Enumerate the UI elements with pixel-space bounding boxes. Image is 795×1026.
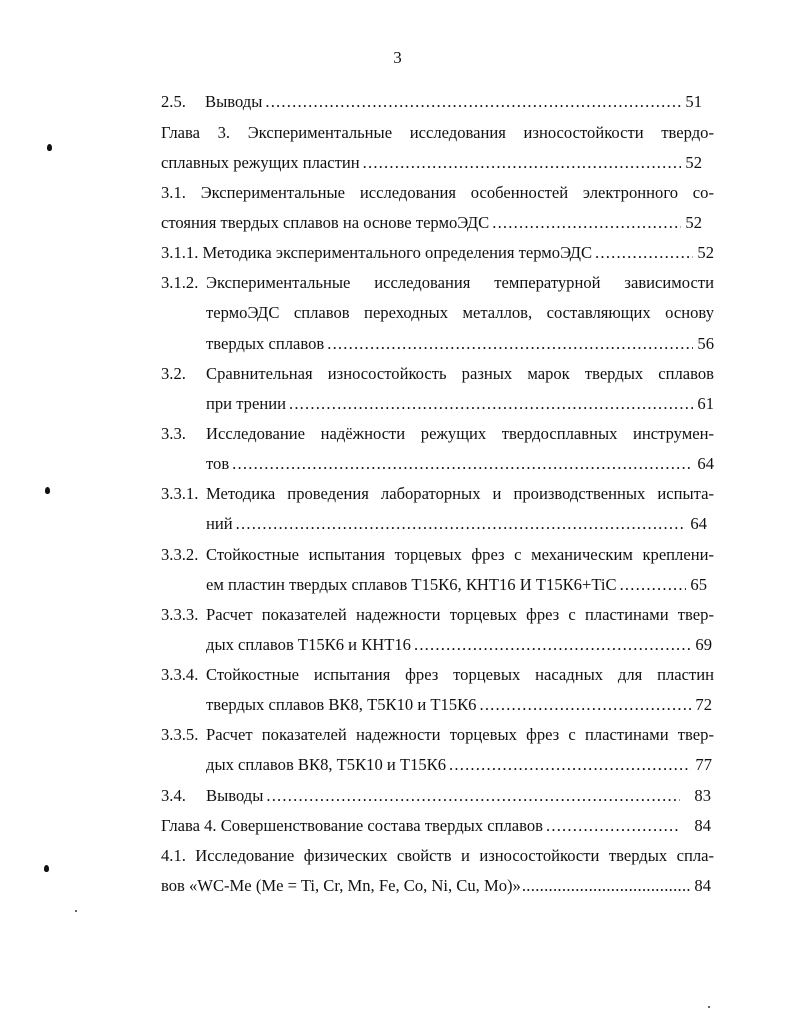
toc-title: 3.1.1. Методика экспериментального определения термоЭДС bbox=[161, 243, 593, 262]
toc-entry bbox=[206, 514, 707, 534]
dot-leader bbox=[522, 876, 692, 896]
toc-entry bbox=[206, 454, 714, 474]
dot-leader bbox=[479, 695, 691, 715]
toc-title-line: Глава 3. Экспериментальные исследования износостойкости твердо- bbox=[161, 123, 714, 142]
toc-title: Глава 4. Совершенствование состава твердых сплавов bbox=[161, 816, 543, 835]
dot-leader bbox=[492, 213, 681, 233]
toc-entry bbox=[206, 394, 714, 414]
toc-number: 3.3.5. bbox=[161, 725, 199, 744]
toc-title: Выводы bbox=[206, 786, 264, 805]
toc-page-number: 77 bbox=[695, 755, 712, 774]
dot-leader bbox=[449, 755, 691, 775]
scan-mark bbox=[45, 487, 50, 494]
page-number: 3 bbox=[393, 48, 402, 67]
dot-leader bbox=[363, 153, 682, 173]
toc-page-number: 72 bbox=[695, 695, 712, 714]
toc-entry bbox=[161, 92, 702, 112]
toc-title-line: Методика проведения лабораторных и производственных испыта- bbox=[206, 484, 714, 503]
toc-title-line: при трении bbox=[206, 394, 286, 413]
toc-page-number: 65 bbox=[690, 575, 707, 594]
toc-page-number: 51 bbox=[685, 92, 702, 111]
toc-entry bbox=[206, 755, 712, 775]
toc-entry bbox=[206, 635, 712, 655]
toc-title-line: Сравнительная износостойкость разных марок твердых сплавов bbox=[206, 364, 714, 383]
toc-page-number: 56 bbox=[697, 334, 714, 353]
toc-title-line: твердых сплавов bbox=[206, 334, 325, 353]
toc-number: 3.4. bbox=[161, 786, 186, 805]
toc-page-number: 52 bbox=[685, 213, 702, 232]
scan-mark bbox=[44, 865, 49, 872]
toc-number: 3.1.2. bbox=[161, 273, 199, 292]
toc-number: 3.2. bbox=[161, 364, 186, 383]
dot-leader bbox=[289, 394, 693, 414]
toc-entry bbox=[161, 243, 714, 263]
toc-page-number: 64 bbox=[690, 514, 707, 533]
toc-entry bbox=[161, 876, 711, 896]
toc-title: Выводы bbox=[205, 92, 263, 111]
toc-number: 3.3.3. bbox=[161, 605, 199, 624]
toc-title-line: ем пластин твердых сплавов Т15К6, КНТ16 И Т15К6+TiC bbox=[206, 575, 617, 594]
toc-title-line: дых сплавов ВК8, Т5К10 и Т15К6 bbox=[206, 755, 447, 774]
toc-entry bbox=[161, 213, 702, 233]
toc-title-line: дых сплавов Т15К6 и КНТ16 bbox=[206, 635, 411, 654]
toc-entry bbox=[206, 334, 714, 354]
scan-speck bbox=[75, 910, 77, 912]
toc-page-number: 83 bbox=[694, 786, 711, 805]
dot-leader bbox=[327, 334, 693, 354]
toc-number: 3.3.1. bbox=[161, 484, 199, 503]
toc-entry bbox=[161, 816, 711, 836]
dot-leader bbox=[236, 514, 687, 534]
scan-speck bbox=[708, 1006, 710, 1008]
toc-title-line: 3.1. Экспериментальные исследования особенностей электронного со- bbox=[161, 183, 714, 202]
toc-title-line: 4.1. Исследование физических свойств и износостойкости твердых спла- bbox=[161, 846, 714, 865]
toc-title-line: тов bbox=[206, 454, 230, 473]
toc-entry bbox=[206, 575, 707, 595]
toc-entry bbox=[206, 695, 712, 715]
dot-leader bbox=[232, 454, 693, 474]
toc-entry bbox=[161, 786, 711, 806]
toc-number: 2.5. bbox=[161, 92, 186, 111]
dot-leader bbox=[546, 816, 680, 836]
toc-page-number: 64 bbox=[697, 454, 714, 473]
toc-title-line: Расчет показателей надежности торцевых фрез с пластинами твер- bbox=[206, 605, 714, 624]
toc-title-line: Стойкостные испытания фрез торцевых насадных для пластин bbox=[206, 665, 714, 684]
toc-entry bbox=[161, 153, 702, 173]
toc-title-line: вов «WC-Me (Me = Ti, Cr, Mn, Fe, Co, Ni, Cu, Mo)» bbox=[161, 876, 521, 895]
toc-number: 3.3.2. bbox=[161, 545, 199, 564]
toc-title-line: Расчет показателей надежности торцевых фрез с пластинами твер- bbox=[206, 725, 714, 744]
toc-page-number: 84 bbox=[694, 876, 711, 895]
dot-leader bbox=[265, 92, 681, 112]
toc-number: 3.3. bbox=[161, 424, 186, 443]
toc-number: 3.3.4. bbox=[161, 665, 199, 684]
toc-page-number: 52 bbox=[697, 243, 714, 262]
dot-leader bbox=[266, 786, 680, 806]
toc-title-line: Экспериментальные исследования температурной зависимости bbox=[206, 273, 714, 292]
toc-title-line: термоЭДС сплавов переходных металлов, составляющих основу bbox=[206, 303, 714, 322]
toc-title-line: Исследование надёжности режущих твердосплавных инструмен- bbox=[206, 424, 714, 443]
scan-mark bbox=[47, 144, 52, 151]
toc-page-number: 52 bbox=[685, 153, 702, 172]
dot-leader bbox=[595, 243, 693, 263]
toc-title-line: ний bbox=[206, 514, 233, 533]
dot-leader bbox=[414, 635, 691, 655]
toc-page-number: 69 bbox=[695, 635, 712, 654]
toc-page-number: 84 bbox=[694, 816, 711, 835]
toc-title-line: сплавных режущих пластин bbox=[161, 153, 360, 172]
dot-leader bbox=[620, 575, 687, 595]
toc-title-line: твердых сплавов ВК8, Т5К10 и Т15К6 bbox=[206, 695, 477, 714]
toc-page-number: 61 bbox=[697, 394, 714, 413]
toc-title-line: Стойкостные испытания торцевых фрез с механическим креплени- bbox=[206, 545, 714, 564]
toc-title-line: стояния твердых сплавов на основе термоЭДС bbox=[161, 213, 490, 232]
